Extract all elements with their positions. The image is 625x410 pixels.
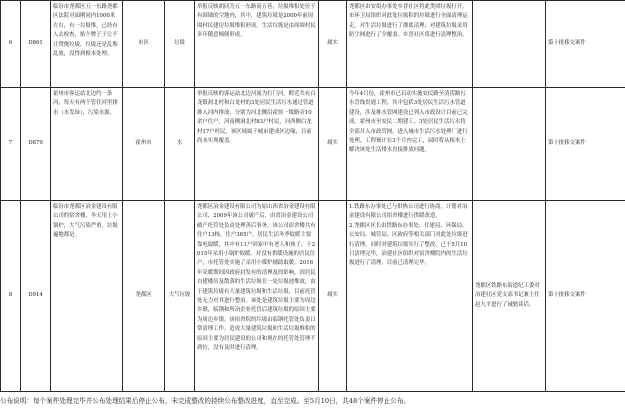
case-number: 8 xyxy=(1,201,21,392)
table-row xyxy=(1,1,625,88)
administrative-area: 霍州市 xyxy=(123,88,165,201)
case-code: D914 xyxy=(21,201,51,392)
pollution-type: 水 xyxy=(165,88,195,201)
publication-note: 公布说明：每个案件处理完毕并公布处理结果后停止公布，未完成整改的持续公布整改进度，直至完成。至5月10日，共48个案件停止公布。 xyxy=(0,397,411,405)
case-number: 6 xyxy=(1,1,21,88)
investigation-finding: 举报反映胡同为五一东路南五巷，垃圾堆积处位于有围墙的空地内，其中，建筑垃圾是2000年前周围村民建房垃圾堆积形成，生活垃圾是由周围村民多年随意倾倒形成。 xyxy=(195,1,319,88)
accountability: 尧都区铁路东街道纪工委对冶建社区党支部书记兼主任赵九平进行了诫勉谈话。 xyxy=(473,201,546,392)
complaint-content: 临汾市尧都区冶金建设有限公司的宿舍楼，冬天用土小锅炉，大气污染严重，垃圾遍地都是。 xyxy=(51,201,123,392)
complaint-content: 临汾市尧都区五一东路尧都区法院对面刚同内1000米左右，有一垃圾堆，已经有人去检查，贴个牌子子让不让焚烧垃圾，垃圾还是乱堆乱放，没得到根本处理。 xyxy=(51,1,123,88)
administrative-area: 市区 xyxy=(123,1,165,88)
table-row xyxy=(1,88,625,201)
case-number: 7 xyxy=(1,88,21,201)
batch-label: 第十批移交案件 xyxy=(546,201,625,392)
investigation-finding: 尧都区冶金建设有限公司为原山西省冶金建设有限公司，2009年该公司破产后，由省冶金建设公司破产托管处负责处理善后事务。该公司宿舍楼共有住户13栋，住户365户。居民生活冬季取暖主要靠电取暖，其中有11户因家中有老人和孩子，于2015年采用小锅炉取暖。对没有供暖设施的居民住户，市托管处实施了采用小煤炉辅助取暖。2016年采暖期间因政府封发有的清理及的影响。因居民自建楼房及散落的生活垃圾在一处垃圾池堆放，由于建筑垃圾有大量建筑垃圾和生活垃圾，目前托管处无力对其进行整治。该处是建筑垃圾主要为周边乡镇，临钢和所冶企业托管后建筑垃圾的原因主要为周边乡镇。该宿舍院的垃圾由临钢托管处负责日常清理工作。造成大量建筑垃圾和生活垃圾堆积的原因主要为居民建设的公司和现在的托管处管理不到位，没有及时进行清理。 xyxy=(195,201,319,392)
pollution-type: 大气垃圾 xyxy=(165,201,195,392)
rectification-measures: 今年4月份，霍州市已启动实施安民路至清涝路污水管线贯通工程，其中包括3处居民生活污水管道建设，涉及排水管网建设已列入市政设计目前已完成。霍州市至安民二期建工，3处居民生活污水将全部并入市政管网，进入城市生活污水处理厂进行处理。工程预计在3个月内完工，届时将从根本上解决该处生活排水直接排放问题。 xyxy=(347,88,473,201)
complaint-content: 霍州市客运站北边约一条河，每天有两个管住河里排水（水发绿），污染水源。 xyxy=(51,88,123,201)
administrative-area: 尧都区 xyxy=(123,201,165,392)
case-code: D879 xyxy=(21,88,51,201)
case-code: D861 xyxy=(21,1,51,88)
pollution-type: 垃圾 xyxy=(165,1,195,88)
table-row xyxy=(1,201,625,392)
verification-result: 属实 xyxy=(319,88,347,201)
accountability xyxy=(473,88,546,201)
batch-label: 第十批移交案件 xyxy=(546,1,625,88)
rectification-measures: 尧都区由安街办事处乡晋社区将此类团垃圾打开，市环卫局组织对此处垃圾积的垃圾进行全面清理运走，对生活垃圾进行了彻底清理；对建筑垃圾采用防尘网进行了全覆盖。乡晋社区将进行清理整治。 xyxy=(347,1,473,88)
verification-result: 属实 xyxy=(319,1,347,88)
rectification-measures: 1.铁路东办事处已与供热公司进行协商，计划对冶金建设有限公司宿舍楼进行供暖改造。 2.尧都区区长由铁路东办事处、住建局、环保局、公安局、城管局、区政府等相关部门对此处垃圾进行清理，同时对建筑垃圾实行了整改，已于5月10日清理完毕，冶建社区组织对宿舍楼院内的生活垃圾进行了清理，目前已清理完毕。 xyxy=(347,201,473,392)
verification-result: 属实 xyxy=(319,201,347,392)
batch-label: 第十批移交案件 xyxy=(546,88,625,201)
accountability xyxy=(473,1,546,88)
investigation-finding: 举报反映的客运站北边河流为打门河，附近共有白龙镇洞北村和白龙村的3处居民生活污水通过管道排入河内排放，分别为河北侧沿霍侯一级路旁10余户住户，河南侧洞北村83户村民，河西侧白龙村17户村民，该区域属于城市建成区边缘，目前尚未实现覆盖。 xyxy=(195,88,319,201)
